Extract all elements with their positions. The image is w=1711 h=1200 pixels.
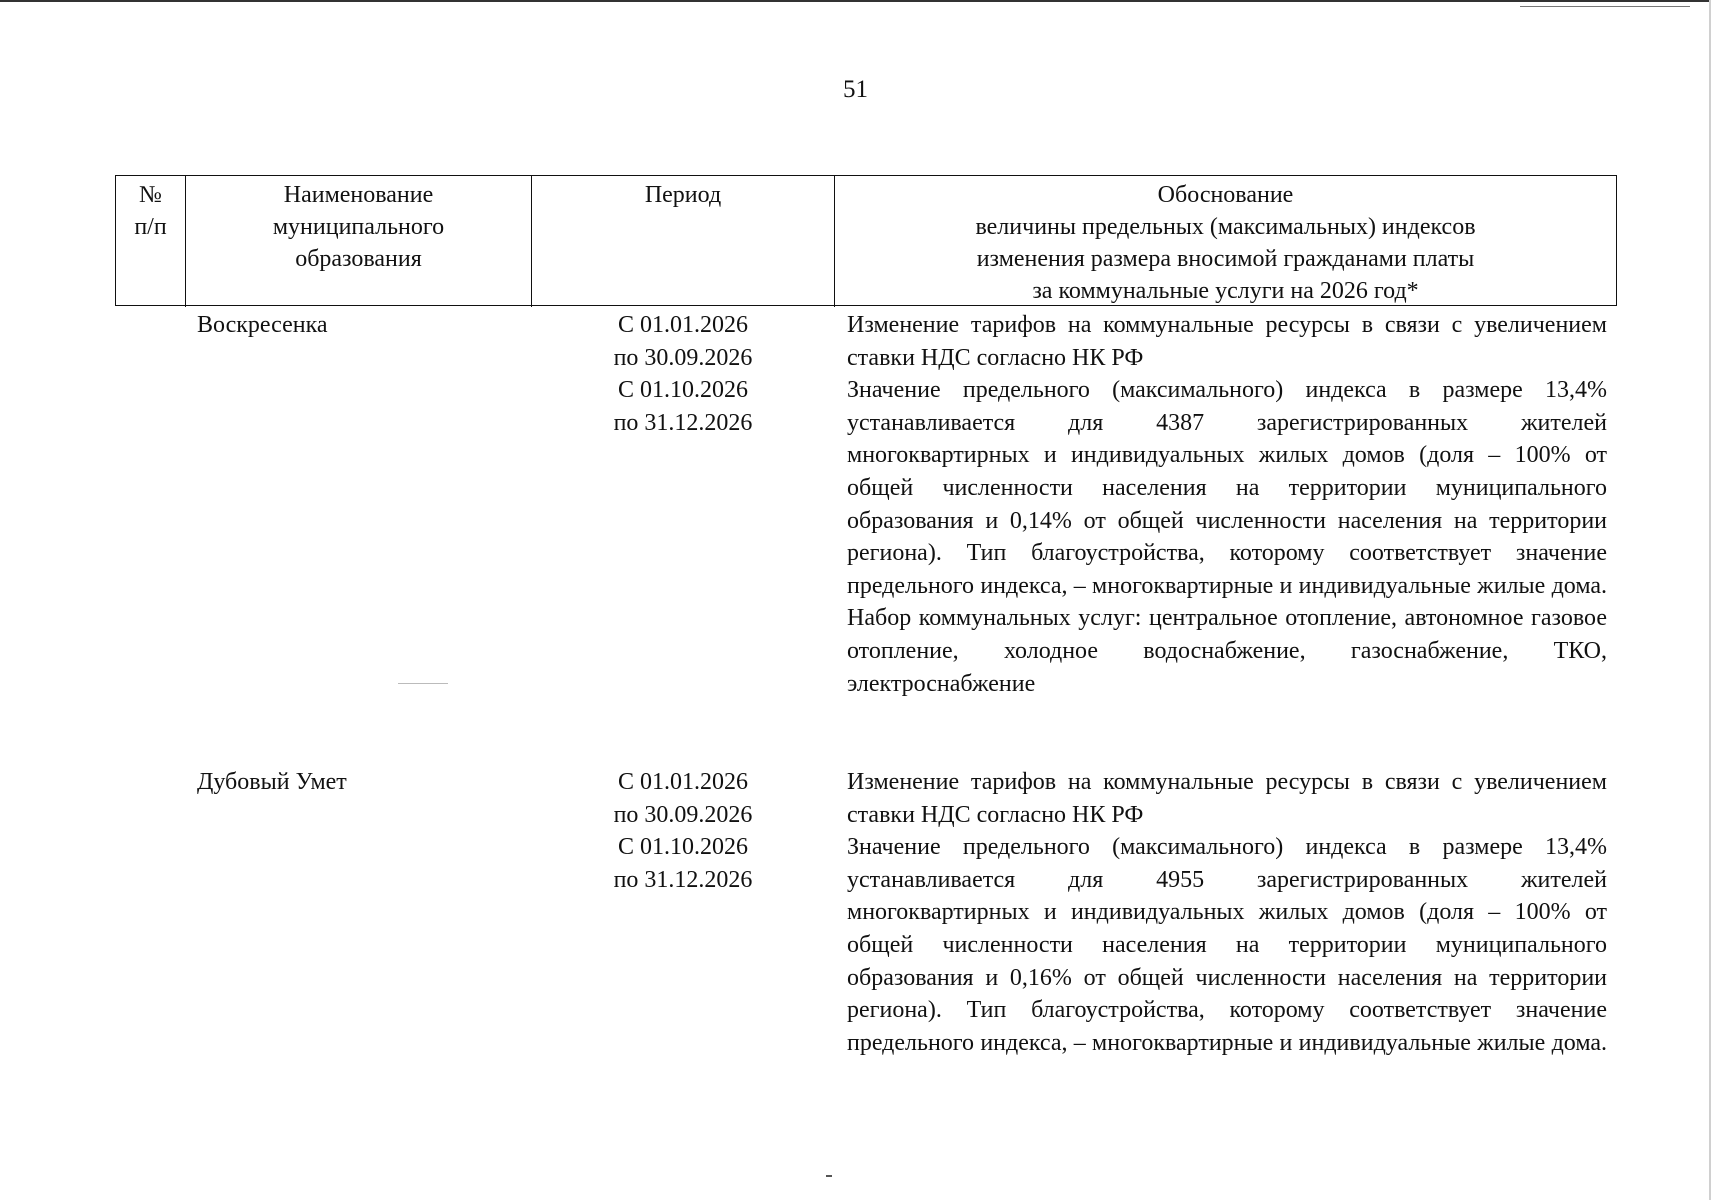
- justification-paragraph: Изменение тарифов на коммунальные ресурсы в связи с увеличением ставки НДС согласно НК РФ: [847, 312, 1607, 371]
- justification-cell: [847, 309, 1607, 700]
- period-cell: С 01.01.2026 по 30.09.2026 С 01.10.2026 по 31.12.2026: [613, 312, 753, 436]
- scan-edge-mark: [1520, 6, 1690, 7]
- justification-cell: [847, 766, 1607, 1059]
- municipality-name: Дубовый Умет: [197, 769, 347, 795]
- period-cell: С 01.01.2026 по 30.09.2026 С 01.10.2026 по 31.12.2026: [613, 769, 753, 893]
- table-header: [115, 175, 1617, 306]
- justification-paragraph: Значение предельного (максимального) индекса в размере 13,4% устанавливается для 4955 зарегистрированных жителей многоквартирных и индивидуальных жилых домов (доля – 100% от общей численности населения на территории муниципального образования и 0,16% от общей численности населения на территории региона). Тип благоустройства, которому соответствует значение предельного индекса, – многоквартирные и индивидуальные жилые дома.: [847, 834, 1607, 1056]
- header-col-municipality: Наименование муниципального образования: [186, 176, 532, 307]
- municipality-name: Воскресенка: [197, 312, 328, 338]
- scan-speck: [398, 683, 448, 684]
- page-number: 51: [843, 76, 868, 103]
- header-col-justification: Обоснование величины предельных (максимальных) индексов изменения размера вносимой гражданами платы за коммунальные услуги на 2026 год*: [975, 182, 1476, 304]
- justification-paragraph: Изменение тарифов на коммунальные ресурсы в связи с увеличением ставки НДС согласно НК РФ: [847, 769, 1607, 828]
- justification-paragraph: Значение предельного (максимального) индекса в размере 13,4% устанавливается для 4387 зарегистрированных жителей многоквартирных и индивидуальных жилых домов (доля – 100% от общей численности населения на территории муниципального образования и 0,14% от общей численности населения на территории региона). Тип благоустройства, которому соответствует значение предельного индекса, – многоквартирные и индивидуальные жилые дома. Набор коммунальных услуг: центральное отопление, автономное газовое отопление, холодное водоснабжение, газоснабжение, ТКО, электроснабжение: [847, 377, 1607, 697]
- header-col-number: № п/п: [116, 176, 186, 307]
- header-col-period: Период: [532, 176, 835, 307]
- scan-edge-top: [0, 0, 1711, 2]
- scan-speck: [826, 1175, 832, 1177]
